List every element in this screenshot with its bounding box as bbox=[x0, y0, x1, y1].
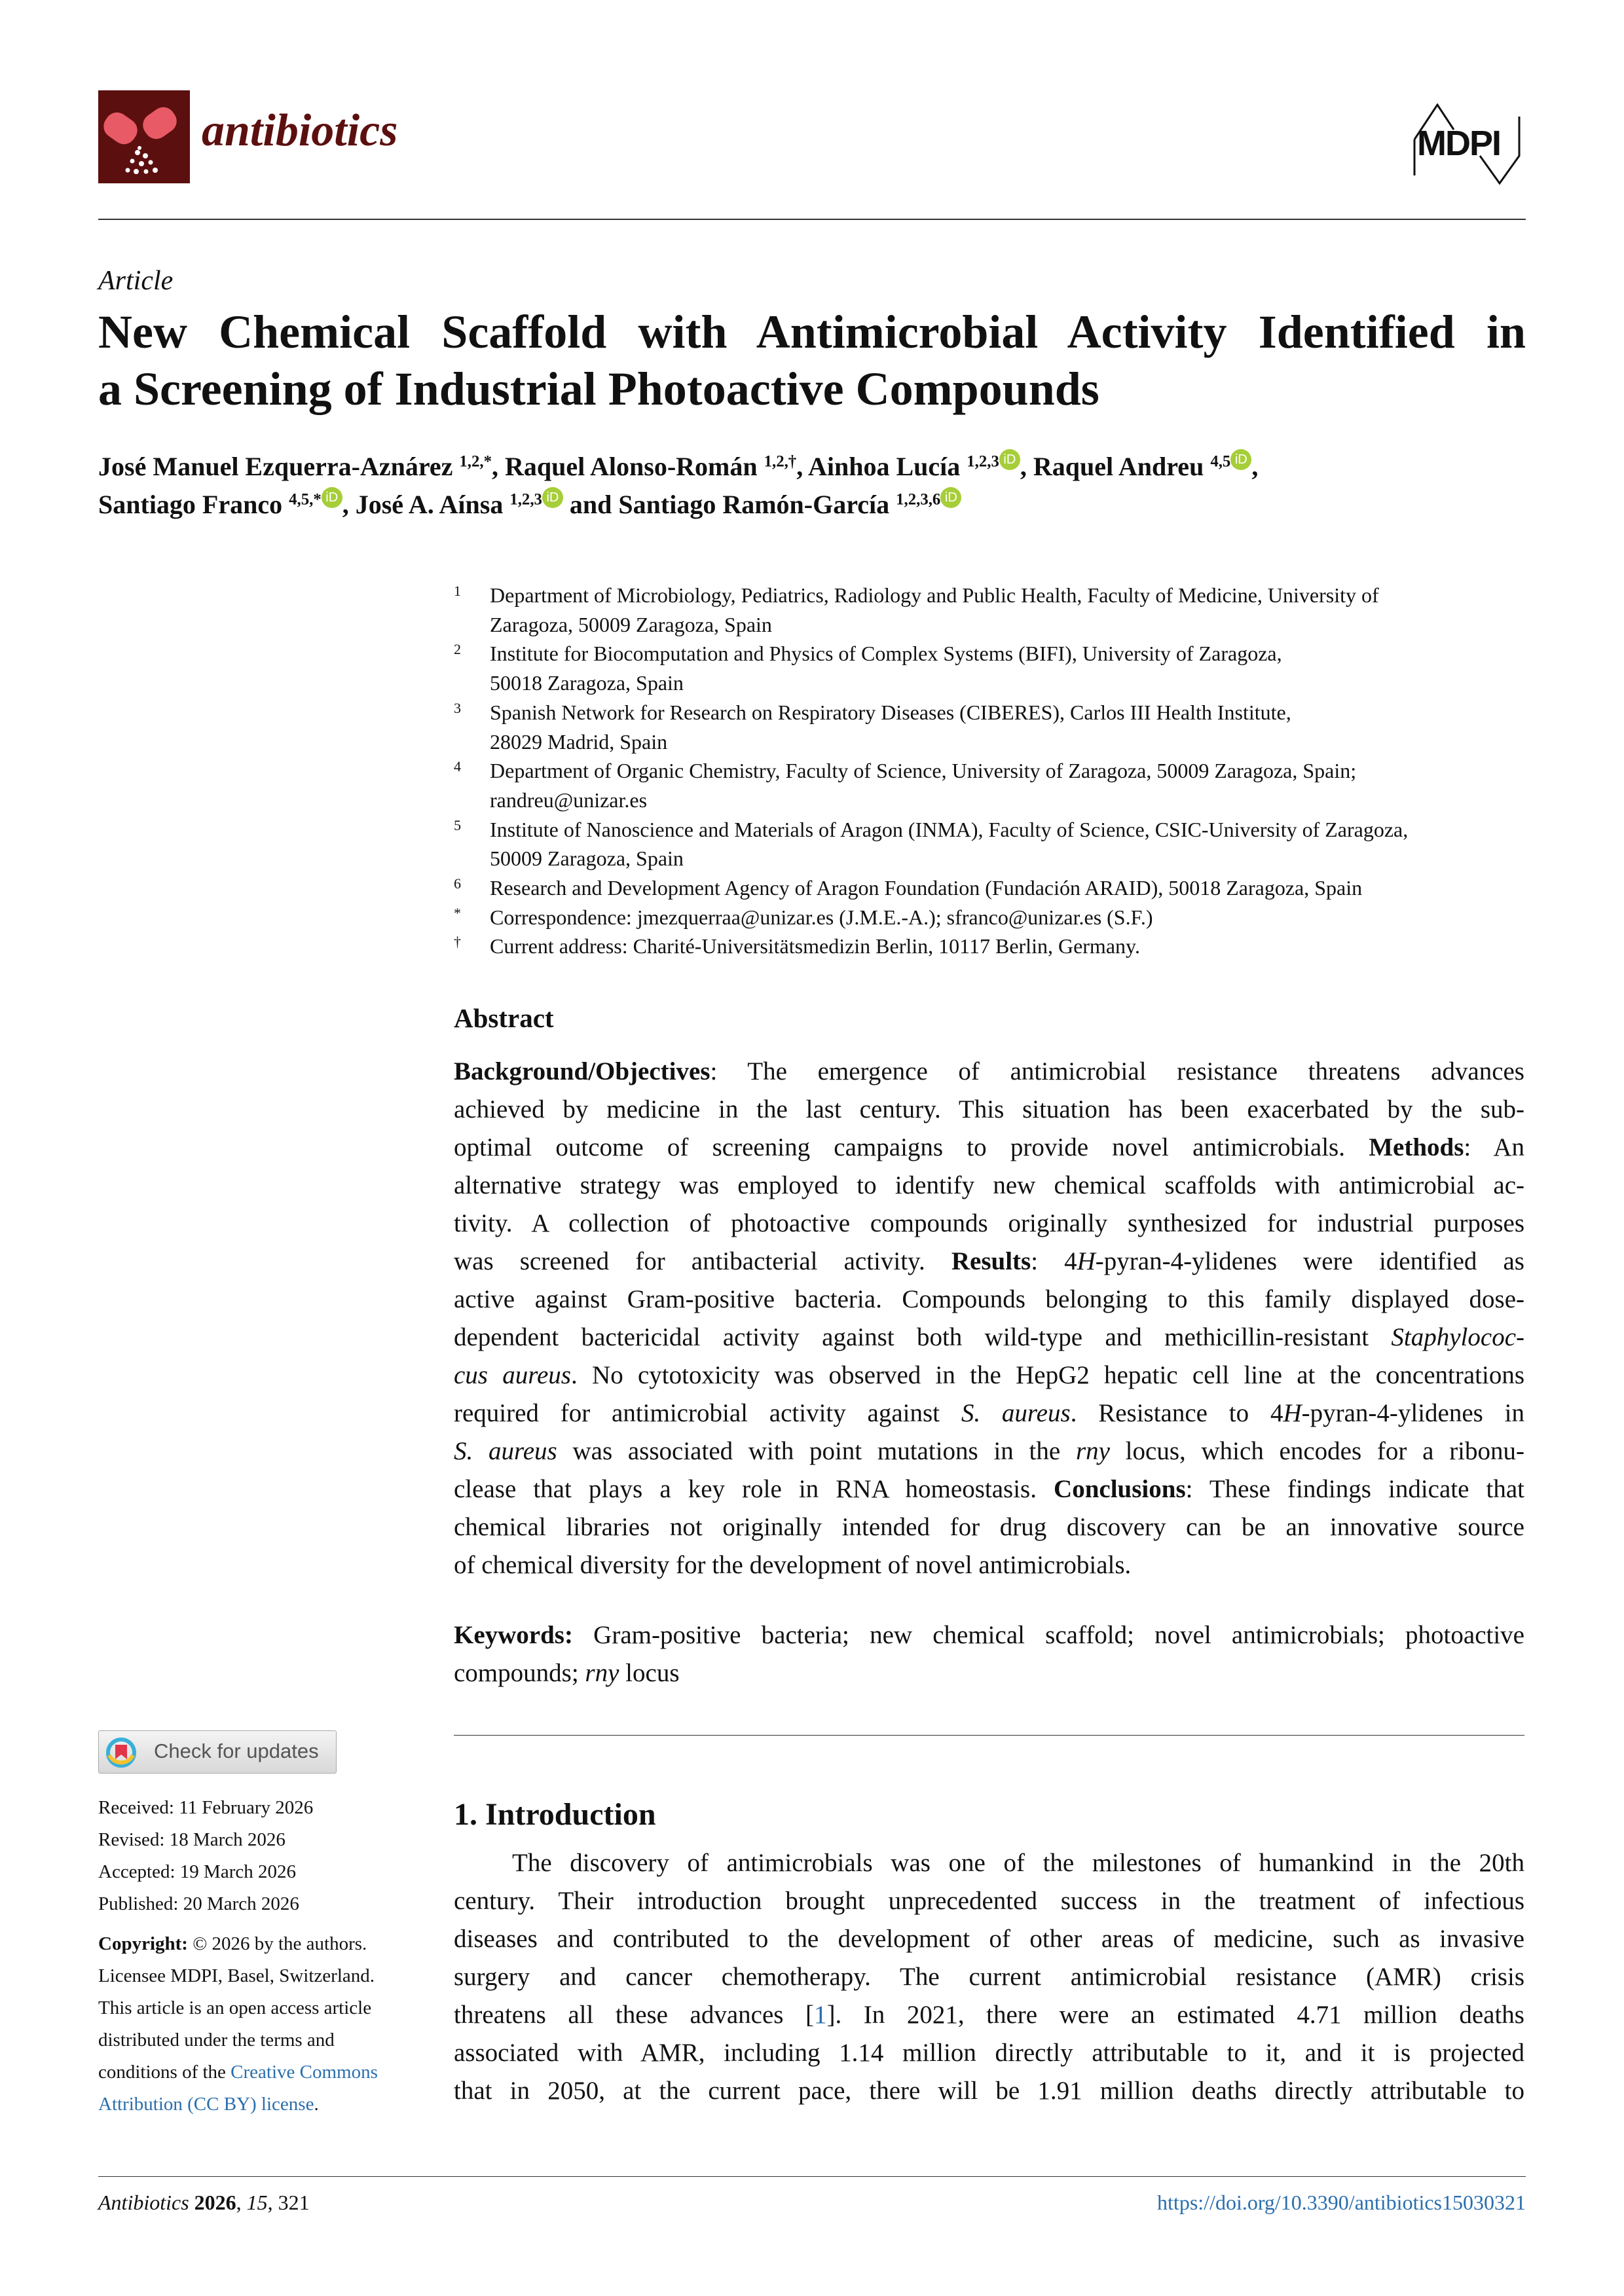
text-segment: chemical libraries not originally intended for drug discovery can be an innovative source bbox=[454, 1513, 1524, 1541]
text-segment: compounds; bbox=[454, 1659, 585, 1687]
text-segment: that in 2050, at the current pace, there will be 1.91 million deaths directly attributable to bbox=[454, 2077, 1524, 2105]
footer-rule bbox=[98, 2176, 1526, 2177]
affiliation-number: 5 bbox=[454, 816, 461, 833]
link[interactable]: Creative Commons bbox=[231, 2062, 378, 2083]
affiliations bbox=[454, 581, 1528, 961]
check-updates-icon bbox=[105, 1737, 137, 1768]
orcid-icon[interactable]: iD bbox=[940, 487, 961, 508]
text-line bbox=[454, 1243, 1524, 1281]
link[interactable]: 1 bbox=[814, 2001, 827, 2029]
text-segment: rny bbox=[1075, 1437, 1110, 1465]
text-line bbox=[454, 1616, 1524, 1654]
affiliation-item bbox=[454, 815, 1528, 873]
text-segment: was screened for antibacterial activity. bbox=[454, 1247, 951, 1275]
text-line bbox=[454, 1508, 1524, 1546]
text-line bbox=[454, 1319, 1524, 1357]
affiliation-text: randreu@unizar.es bbox=[490, 788, 648, 812]
affiliation-number: 1 bbox=[454, 583, 461, 599]
date-revised: Revised: 18 March 2026 bbox=[98, 1829, 286, 1850]
orcid-icon[interactable]: iD bbox=[322, 487, 342, 508]
text-segment: Antibiotics bbox=[98, 2191, 189, 2214]
affiliation-item bbox=[454, 903, 1528, 932]
affiliation-superscript: 4,5 bbox=[1210, 452, 1231, 471]
text-segment: distributed under the terms and bbox=[98, 2030, 335, 2050]
text-line bbox=[454, 1091, 1524, 1129]
affiliation-number: 4 bbox=[454, 758, 461, 775]
affiliation-superscript: 1,2,* bbox=[459, 452, 492, 471]
text-segment: 15 bbox=[246, 2191, 268, 2214]
journal-name: antibiotics bbox=[202, 105, 398, 156]
affiliation-text: Institute for Biocomputation and Physics of Complex Systems (BIFI), University of Zaragoza, bbox=[490, 642, 1282, 666]
text-segment: ]. In 2021, there were an estimated 4.71 million deaths bbox=[826, 2001, 1524, 2029]
text-segment: clease that plays a key role in RNA homeostasis. bbox=[454, 1475, 1054, 1503]
affiliation-number: * bbox=[454, 904, 461, 921]
text-segment: , Raquel Andreu bbox=[1020, 452, 1211, 481]
affiliation-item bbox=[454, 581, 1528, 639]
text-segment: diseases and contributed to the development of other areas of medicine, such as invasive bbox=[454, 1925, 1524, 1953]
affiliation-item bbox=[454, 639, 1528, 697]
text-segment: optimal outcome of screening campaigns to provide novel antimicrobials. bbox=[454, 1133, 1369, 1161]
text-line bbox=[454, 1920, 1524, 1958]
title-line: New Chemical Scaffold with Antimicrobial Activity Identified in bbox=[98, 306, 1526, 358]
text-segment: . No cytotoxicity was observed in the HepG2 hepatic cell line at the concentrations bbox=[571, 1361, 1524, 1389]
affiliation-text: Spanish Network for Research on Respiratory Diseases (CIBERES), Carlos III Health Institute, bbox=[490, 700, 1291, 724]
text-segment: : 4 bbox=[1031, 1247, 1077, 1275]
author-line bbox=[98, 448, 1258, 486]
text-segment: , Ainhoa Lucía bbox=[796, 452, 967, 481]
text-segment: Background/Objectives bbox=[454, 1057, 710, 1085]
affiliation-superscript: 4,5,* bbox=[289, 490, 322, 509]
text-line bbox=[454, 1882, 1524, 1920]
text-segment: , 321 bbox=[267, 2191, 310, 2214]
affiliation-item bbox=[454, 698, 1528, 756]
abstract-body bbox=[454, 1053, 1524, 1584]
text-segment: required for antimicrobial activity against bbox=[454, 1399, 961, 1427]
affiliation-item bbox=[454, 873, 1528, 903]
check-updates-label: Check for updates bbox=[154, 1740, 319, 1762]
author-line bbox=[98, 486, 1258, 524]
text-line bbox=[454, 1394, 1524, 1432]
text-segment: © 2026 by the authors. bbox=[187, 1933, 367, 1954]
text-segment: Methods bbox=[1369, 1133, 1464, 1161]
orcid-icon[interactable]: iD bbox=[1230, 449, 1251, 470]
affiliation-number: 2 bbox=[454, 641, 461, 658]
section-rule bbox=[454, 1735, 1524, 1736]
text-segment: . Resistance to 4 bbox=[1070, 1399, 1283, 1427]
affiliation-item bbox=[454, 756, 1528, 814]
text-segment: conditions of the bbox=[98, 2062, 231, 2083]
text-segment: Copyright: bbox=[98, 1933, 188, 1954]
page-title bbox=[98, 304, 1526, 418]
text-segment: : The emergence of antimicrobial resistance threatens advances bbox=[710, 1057, 1524, 1085]
text-segment: S. aureus bbox=[961, 1399, 1071, 1427]
text-segment: locus, which encodes for a ribonu- bbox=[1109, 1437, 1525, 1465]
affiliation-text: Department of Microbiology, Pediatrics, Radiology and Public Health, Faculty of Medicine, University of bbox=[490, 583, 1379, 607]
text-segment: active against Gram-positive bacteria. Compounds belonging to this family displayed dose- bbox=[454, 1285, 1524, 1313]
text-segment: tivity. A collection of photoactive compounds originally synthesized for industrial purposes bbox=[454, 1209, 1524, 1237]
affiliation-superscript: 1,2,3 bbox=[509, 490, 542, 509]
text-segment: of chemical diversity for the development of novel antimicrobials. bbox=[454, 1551, 1132, 1579]
text-segment: -pyran-4-ylidenes were identified as bbox=[1095, 1247, 1524, 1275]
text-segment: , José A. Aínsa bbox=[342, 490, 510, 519]
text-segment: Santiago Franco bbox=[98, 490, 289, 519]
text-segment: and Santiago Ramón-García bbox=[563, 490, 896, 519]
text-segment: Keywords: bbox=[454, 1621, 573, 1649]
date-received: Received: 11 February 2026 bbox=[98, 1797, 314, 1818]
text-segment: achieved by medicine in the last century. This situation has been exacerbated by the sub- bbox=[454, 1095, 1524, 1123]
text-segment: This article is an open access article bbox=[98, 1997, 372, 2018]
text-line bbox=[454, 1844, 1524, 1882]
text-segment: was associated with point mutations in the bbox=[557, 1437, 1076, 1465]
footer-citation bbox=[98, 2189, 310, 2215]
section-heading-introduction: 1. Introduction bbox=[454, 1797, 656, 1832]
text-segment: rny bbox=[585, 1659, 619, 1687]
text-segment: Licensee MDPI, Basel, Switzerland. bbox=[98, 1965, 375, 1986]
abstract-heading: Abstract bbox=[454, 1003, 554, 1033]
text-line bbox=[454, 1470, 1524, 1508]
text-line bbox=[454, 1996, 1524, 2034]
text-line bbox=[454, 1167, 1524, 1205]
text-segment: The discovery of antimicrobials was one of the milestones of humankind in the 20th bbox=[512, 1849, 1524, 1877]
affiliation-number: 3 bbox=[454, 699, 461, 716]
text-segment: : An bbox=[1464, 1133, 1524, 1161]
text-segment: threatens all these advances [ bbox=[454, 2001, 814, 2029]
affiliation-superscript: 1,2,3 bbox=[967, 452, 999, 471]
text-segment: Staphylococ- bbox=[1391, 1323, 1524, 1351]
article-type: Article bbox=[98, 266, 174, 296]
mdpi-text: MDPI bbox=[1417, 124, 1500, 163]
mdpi-logo bbox=[1408, 103, 1526, 185]
text-segment: H bbox=[1077, 1247, 1096, 1275]
text-line bbox=[454, 1357, 1524, 1394]
text-line bbox=[98, 2088, 378, 2121]
author-list bbox=[98, 448, 1258, 524]
text-segment: . bbox=[314, 2094, 319, 2115]
text-segment: cus aureus bbox=[454, 1361, 571, 1389]
affiliation-text: Institute of Nanoscience and Materials of Aragon (INMA), Faculty of Science, CSIC-University of Zaragoza, bbox=[490, 817, 1409, 841]
text-segment bbox=[189, 2191, 194, 2214]
text-segment: , bbox=[236, 2191, 247, 2214]
introduction-body bbox=[454, 1844, 1524, 2110]
orcid-icon[interactable]: iD bbox=[542, 487, 563, 508]
text-line bbox=[98, 1992, 378, 2024]
orcid-icon[interactable]: iD bbox=[999, 449, 1020, 470]
affiliation-text: Department of Organic Chemistry, Faculty of Science, University of Zaragoza, 50009 Zaragoza, Spain; bbox=[490, 759, 1357, 783]
text-segment: 2026 bbox=[194, 2191, 236, 2214]
text-line bbox=[98, 1960, 378, 1992]
text-segment: Conclusions bbox=[1054, 1475, 1186, 1503]
text-line bbox=[454, 1432, 1524, 1470]
text-line bbox=[454, 1546, 1524, 1584]
affiliation-text: Research and Development Agency of Aragon Foundation (Fundación ARAID), 50018 Zaragoza, Spain bbox=[490, 876, 1363, 900]
affiliation-text: 50018 Zaragoza, Spain bbox=[490, 671, 684, 695]
text-segment: alternative strategy was employed to identify new chemical scaffolds with antimicrobial ac- bbox=[454, 1171, 1524, 1199]
affiliation-text: 28029 Madrid, Spain bbox=[490, 729, 668, 754]
text-segment: associated with AMR, including 1.14 million directly attributable to it, and it is projected bbox=[454, 2039, 1524, 2067]
text-segment: , Raquel Alonso-Román bbox=[491, 452, 764, 481]
text-line bbox=[98, 2024, 378, 2056]
affiliation-text: Current address: Charité-Universitätsmedizin Berlin, 10117 Berlin, Germany. bbox=[490, 934, 1140, 958]
text-segment: -pyran-4-ylidenes in bbox=[1301, 1399, 1525, 1427]
date-accepted: Accepted: 19 March 2026 bbox=[98, 1861, 296, 1882]
text-line bbox=[454, 1281, 1524, 1319]
text-segment: century. Their introduction brought unprecedented success in the treatment of infectious bbox=[454, 1887, 1524, 1915]
text-segment: , bbox=[1251, 452, 1259, 481]
text-segment: José Manuel Ezquerra-Aznárez bbox=[98, 452, 460, 481]
text-line bbox=[454, 1129, 1524, 1167]
text-segment: H bbox=[1283, 1399, 1302, 1427]
copyright-notice bbox=[98, 1928, 378, 2121]
title-line: a Screening of Industrial Photoactive Compounds bbox=[98, 363, 1099, 415]
affiliation-text: Zaragoza, 50009 Zaragoza, Spain bbox=[490, 612, 772, 636]
affiliation-number: † bbox=[454, 934, 461, 951]
date-published: Published: 20 March 2026 bbox=[98, 1893, 299, 1914]
capsule-icon bbox=[98, 90, 190, 183]
affiliation-text: 50009 Zaragoza, Spain bbox=[490, 847, 684, 871]
text-segment: Gram-positive bacteria; new chemical scaffold; novel antimicrobials; photoactive bbox=[572, 1621, 1524, 1649]
text-line bbox=[454, 1205, 1524, 1243]
text-segment: Results bbox=[951, 1247, 1031, 1275]
affiliation-text: Correspondence: jmezquerraa@unizar.es (J.M.E.-A.); sfranco@unizar.es (S.F.) bbox=[490, 905, 1153, 929]
text-line bbox=[454, 1654, 1524, 1692]
affiliation-superscript: 1,2,† bbox=[764, 452, 797, 471]
text-line bbox=[98, 1928, 378, 1960]
doi-link[interactable]: https://doi.org/10.3390/antibiotics15030321 bbox=[1157, 2191, 1526, 2214]
journal-logo bbox=[98, 90, 190, 183]
text-line bbox=[454, 2072, 1524, 2110]
article-dates bbox=[98, 1792, 378, 2121]
text-line bbox=[454, 2034, 1524, 2072]
check-for-updates-button[interactable] bbox=[98, 1730, 337, 1774]
affiliation-number: 6 bbox=[454, 875, 461, 892]
text-segment: locus bbox=[619, 1659, 680, 1687]
text-segment: surgery and cancer chemotherapy. The current antimicrobial resistance (AMR) crisis bbox=[454, 1963, 1524, 1991]
text-line bbox=[454, 1053, 1524, 1091]
header-rule bbox=[98, 219, 1526, 220]
text-segment: dependent bactericidal activity against both wild-type and methicillin-resistant bbox=[454, 1323, 1392, 1351]
text-line bbox=[454, 1958, 1524, 1996]
text-line bbox=[98, 2056, 378, 2088]
keywords bbox=[454, 1616, 1524, 1692]
text-segment: S. aureus bbox=[454, 1437, 557, 1465]
text-segment: : These findings indicate that bbox=[1185, 1475, 1524, 1503]
affiliation-superscript: 1,2,3,6 bbox=[896, 490, 941, 509]
link[interactable]: Attribution (CC BY) license bbox=[98, 2094, 314, 2115]
affiliation-item bbox=[454, 932, 1528, 961]
